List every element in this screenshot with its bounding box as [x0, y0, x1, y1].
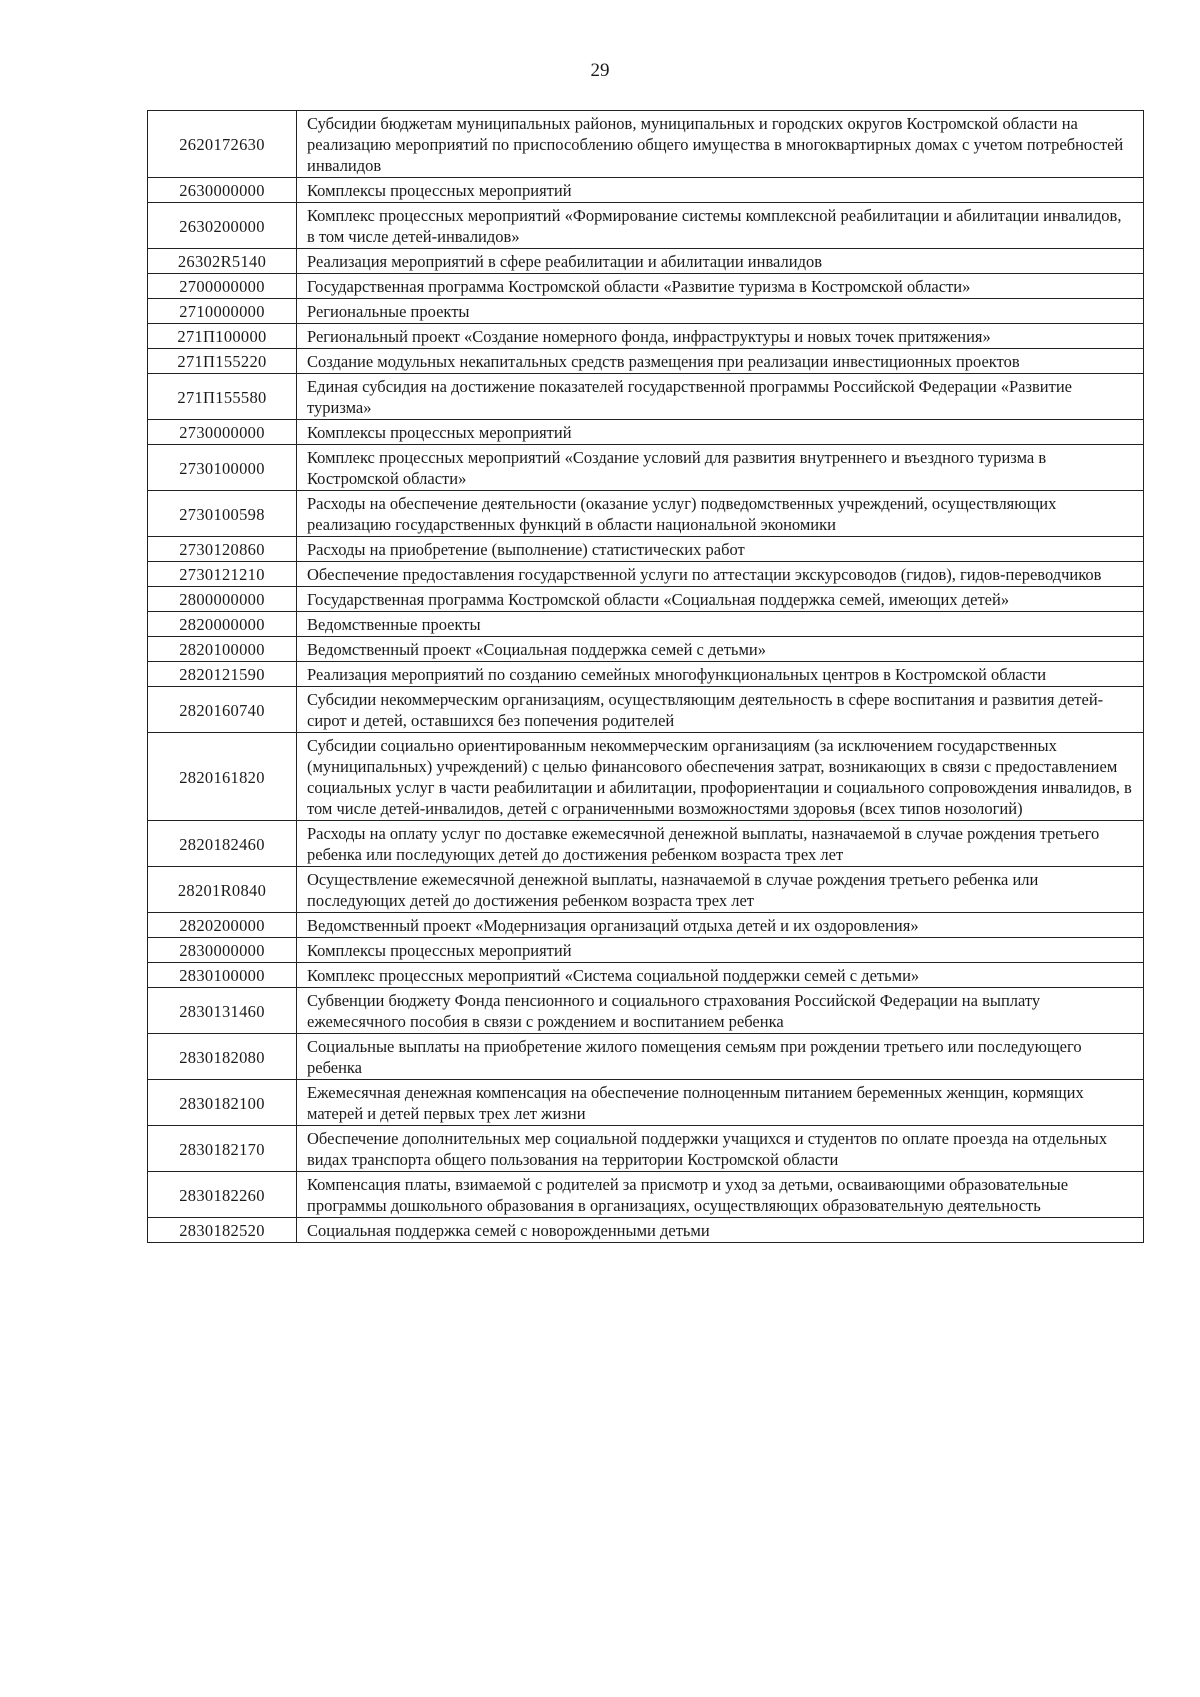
table-row: [148, 111, 1144, 178]
table-row: [148, 587, 1144, 612]
table-row: [148, 687, 1144, 733]
table-row: [148, 349, 1144, 374]
table-row: [148, 1080, 1144, 1126]
expenditure-name-cell: Субсидии бюджетам муниципальных районов, муниципальных и городских округов Костромской области на реализацию мероприятий по приспособлению общего имущества в многоквартирных домах с учетом потребностей инвалидов: [297, 111, 1144, 178]
expenditure-name-cell: Компенсация платы, взимаемой с родителей за присмотр и уход за детьми, осваивающими образовательные программы дошкольного образования в организациях, осуществляющих образовательную деятельность: [297, 1172, 1144, 1218]
classification-code-cell: 2730100000: [148, 445, 297, 491]
classification-code-cell: 2820182460: [148, 821, 297, 867]
classification-code-cell: 2820100000: [148, 637, 297, 662]
classification-code-cell: 2830182260: [148, 1172, 297, 1218]
expenditure-name-cell: Комплексы процессных мероприятий: [297, 178, 1144, 203]
table-row: [148, 203, 1144, 249]
classification-code-cell: 2700000000: [148, 274, 297, 299]
classification-code-cell: 2820161820: [148, 733, 297, 821]
expenditure-name-cell: Ведомственный проект «Социальная поддержка семей с детьми»: [297, 637, 1144, 662]
expenditure-name-cell: Субвенции бюджету Фонда пенсионного и социального страхования Российской Федерации на выплату ежемесячного пособия в связи с рождением и воспитанием ребенка: [297, 988, 1144, 1034]
expenditure-name-cell: Расходы на приобретение (выполнение) статистических работ: [297, 537, 1144, 562]
classification-code-cell: 2630200000: [148, 203, 297, 249]
table-row: [148, 938, 1144, 963]
classification-code-cell: 2730120860: [148, 537, 297, 562]
table-row: [148, 178, 1144, 203]
table-row: [148, 1034, 1144, 1080]
page-number: 29: [590, 60, 610, 81]
classification-code-cell: 2820121590: [148, 662, 297, 687]
expenditure-name-cell: Единая субсидия на достижение показателей государственной программы Российской Федерации «Развитие туризма»: [297, 374, 1144, 420]
classification-code-cell: 2630000000: [148, 178, 297, 203]
expenditure-name-cell: Ведомственные проекты: [297, 612, 1144, 637]
classification-code-cell: 2830131460: [148, 988, 297, 1034]
expenditure-name-cell: Комплексы процессных мероприятий: [297, 420, 1144, 445]
classification-code-cell: 2730100598: [148, 491, 297, 537]
classification-code-cell: 2830182520: [148, 1218, 297, 1243]
classification-code-cell: 2800000000: [148, 587, 297, 612]
table-row: [148, 374, 1144, 420]
classification-code-cell: 2830100000: [148, 963, 297, 988]
expenditure-name-cell: Реализация мероприятий в сфере реабилитации и абилитации инвалидов: [297, 249, 1144, 274]
table-row: [148, 913, 1144, 938]
expenditure-name-cell: Субсидии социально ориентированным некоммерческим организациям (за исключением государственных (муниципальных) учреждений) с целью финансового обеспечения затрат, возникающих в связи с предоставлением социальных услуг в части реабилитации и абилитации, профориентации и социального сопровождения инвалидов, в том числе детей-инвалидов, детей с ограниченными возможностями здоровья (всех типов нозологий): [297, 733, 1144, 821]
classification-code-cell: 2830182080: [148, 1034, 297, 1080]
expenditure-name-cell: Региональный проект «Создание номерного фонда, инфраструктуры и новых точек притяжения»: [297, 324, 1144, 349]
expenditure-name-cell: Комплекс процессных мероприятий «Система социальной поддержки семей с детьми»: [297, 963, 1144, 988]
table-row: [148, 662, 1144, 687]
table-row: [148, 562, 1144, 587]
expenditure-name-cell: Обеспечение дополнительных мер социальной поддержки учащихся и студентов по оплате проезда на отдельных видах транспорта общего пользования на территории Костромской области: [297, 1126, 1144, 1172]
classification-code-cell: 2820160740: [148, 687, 297, 733]
classification-code-cell: 2620172630: [148, 111, 297, 178]
expenditure-name-cell: Расходы на обеспечение деятельности (оказание услуг) подведомственных учреждений, осуществляющих реализацию государственных функций в области национальной экономики: [297, 491, 1144, 537]
expenditure-name-cell: Создание модульных некапитальных средств размещения при реализации инвестиционных проектов: [297, 349, 1144, 374]
expenditure-name-cell: Государственная программа Костромской области «Социальная поддержка семей, имеющих детей»: [297, 587, 1144, 612]
expenditure-name-cell: Социальная поддержка семей с новорожденными детьми: [297, 1218, 1144, 1243]
expenditure-name-cell: Ведомственный проект «Модернизация организаций отдыха детей и их оздоровления»: [297, 913, 1144, 938]
table-row: [148, 491, 1144, 537]
expenditure-name-cell: Обеспечение предоставления государственной услуги по аттестации экскурсоводов (гидов), гидов-переводчиков: [297, 562, 1144, 587]
table-row: [148, 612, 1144, 637]
table-row: [148, 637, 1144, 662]
expenditure-name-cell: Государственная программа Костромской области «Развитие туризма в Костромской области»: [297, 274, 1144, 299]
table-row: [148, 988, 1144, 1034]
expenditure-name-cell: Социальные выплаты на приобретение жилого помещения семьям при рождении третьего или последующего ребенка: [297, 1034, 1144, 1080]
expenditure-name-cell: Осуществление ежемесячной денежной выплаты, назначаемой в случае рождения третьего ребенка или последующих детей до достижения ребенком возраста трех лет: [297, 867, 1144, 913]
classification-code-cell: 271П155580: [148, 374, 297, 420]
expenditure-name-cell: Реализация мероприятий по созданию семейных многофункциональных центров в Костромской области: [297, 662, 1144, 687]
table-row: [148, 249, 1144, 274]
classification-code-cell: 2830182100: [148, 1080, 297, 1126]
table-row: [148, 963, 1144, 988]
classification-code-cell: 2730000000: [148, 420, 297, 445]
table-body: [148, 111, 1144, 1243]
table-row: [148, 821, 1144, 867]
table-row: [148, 324, 1144, 349]
table-row: [148, 1218, 1144, 1243]
expenditure-name-cell: Комплексы процессных мероприятий: [297, 938, 1144, 963]
classification-code-cell: 271П155220: [148, 349, 297, 374]
classification-code-cell: 26302R5140: [148, 249, 297, 274]
budget-classification-table: [147, 110, 1144, 1243]
expenditure-name-cell: Расходы на оплату услуг по доставке ежемесячной денежной выплаты, назначаемой в случае рождения третьего ребенка или последующих детей до достижения ребенком возраста трех лет: [297, 821, 1144, 867]
expenditure-name-cell: Комплекс процессных мероприятий «Создание условий для развития внутреннего и въездного туризма в Костромской области»: [297, 445, 1144, 491]
table-row: [148, 274, 1144, 299]
table-row: [148, 733, 1144, 821]
table-row: [148, 867, 1144, 913]
classification-code-cell: 2710000000: [148, 299, 297, 324]
classification-code-cell: 2830182170: [148, 1126, 297, 1172]
classification-code-cell: 2730121210: [148, 562, 297, 587]
table-row: [148, 1172, 1144, 1218]
expenditure-name-cell: Региональные проекты: [297, 299, 1144, 324]
table-row: [148, 445, 1144, 491]
classification-code-cell: 271П100000: [148, 324, 297, 349]
table-row: [148, 537, 1144, 562]
classification-code-cell: 2820200000: [148, 913, 297, 938]
table-row: [148, 420, 1144, 445]
expenditure-name-cell: Комплекс процессных мероприятий «Формирование системы комплексной реабилитации и абилитации инвалидов, в том числе детей-инвалидов»: [297, 203, 1144, 249]
classification-code-cell: 2820000000: [148, 612, 297, 637]
classification-code-cell: 2830000000: [148, 938, 297, 963]
table-row: [148, 299, 1144, 324]
table-row: [148, 1126, 1144, 1172]
expenditure-name-cell: Субсидии некоммерческим организациям, осуществляющим деятельность в сфере воспитания и развития детей-сирот и детей, оставшихся без попечения родителей: [297, 687, 1144, 733]
classification-code-cell: 28201R0840: [148, 867, 297, 913]
expenditure-name-cell: Ежемесячная денежная компенсация на обеспечение полноценным питанием беременных женщин, кормящих матерей и детей первых трех лет жизни: [297, 1080, 1144, 1126]
